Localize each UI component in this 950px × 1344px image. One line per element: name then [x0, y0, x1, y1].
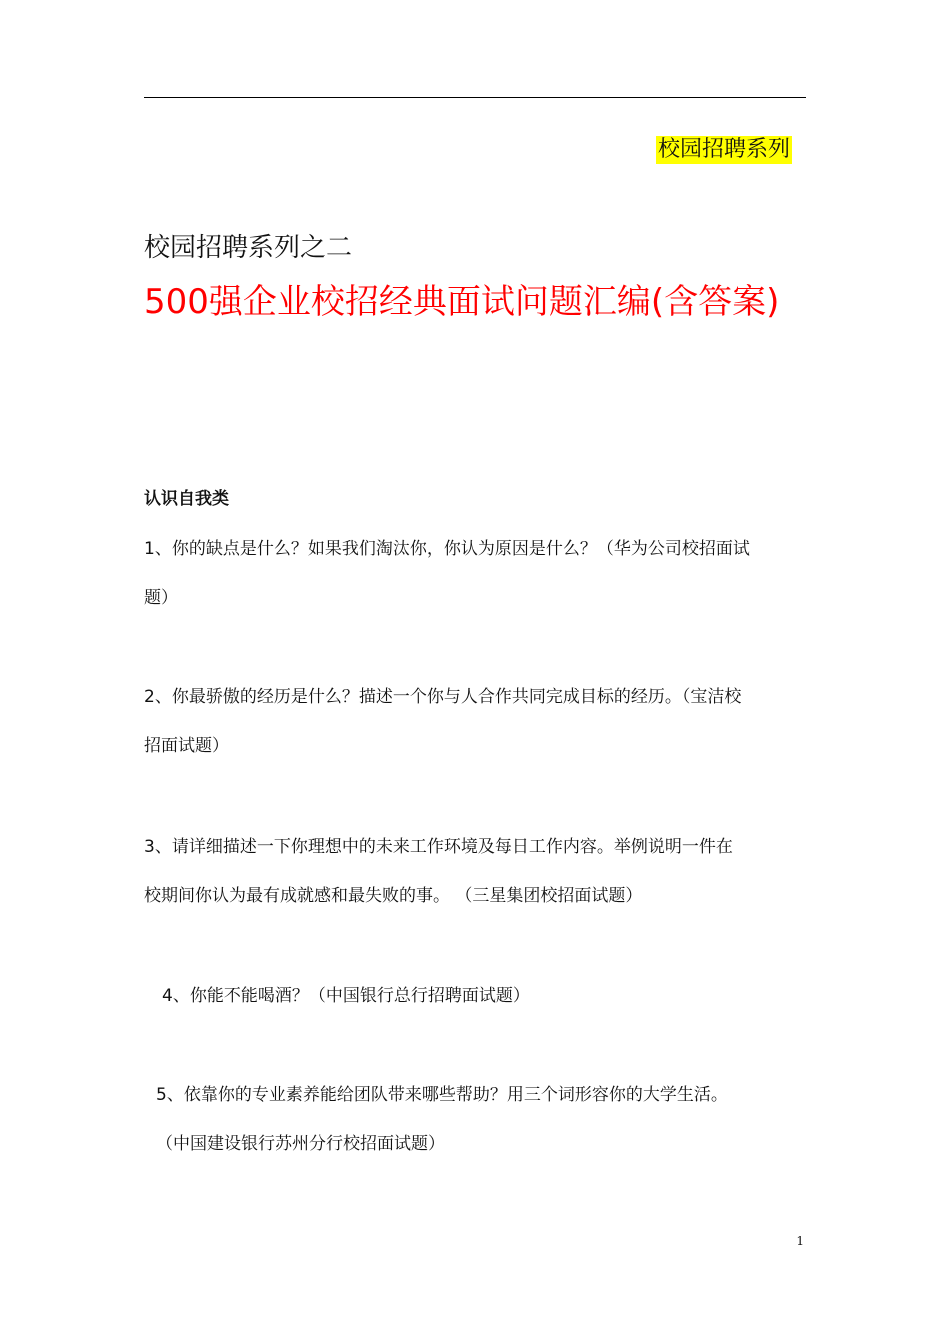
section-heading: 认识自我类 [144, 489, 229, 509]
question-1-line-2: 题） [144, 588, 178, 608]
series-tag: 校园招聘系列 [657, 137, 790, 162]
question-5 [156, 1071, 822, 1169]
header-rule [144, 97, 806, 98]
question-4-line-1: 4、你能不能喝酒？（中国银行总行招聘面试题） [162, 986, 530, 1006]
question-2-line-1: 2、你最骄傲的经历是什么？描述一个你与人合作共同完成目标的经历。（宝洁校 [144, 687, 742, 707]
question-3 [144, 823, 810, 921]
document-subtitle: 校园招聘系列之二 [144, 233, 353, 263]
question-1 [144, 525, 810, 623]
question-5-line-1: 5、依靠你的专业素养能给团队带来哪些帮助？用三个词形容你的大学生活。 [156, 1085, 728, 1105]
question-2 [144, 673, 810, 771]
question-3-line-1: 3、请详细描述一下你理想中的未来工作环境及每日工作内容。举例说明一件在 [144, 837, 733, 857]
question-2-line-2: 招面试题） [144, 736, 229, 756]
question-4 [162, 972, 828, 1021]
question-5-line-2: （中国建设银行苏州分行校招面试题） [156, 1134, 445, 1154]
question-1-line-1: 1、你的缺点是什么？如果我们淘汰你，你认为原因是什么？（华为公司校招面试 [144, 539, 750, 559]
document-title: 500强企业校招经典面试问题汇编(含答案) [144, 282, 780, 322]
page-number: 1 [796, 1234, 804, 1248]
question-3-line-2: 校期间你认为最有成就感和最失败的事。 （三星集团校招面试题） [144, 886, 643, 906]
